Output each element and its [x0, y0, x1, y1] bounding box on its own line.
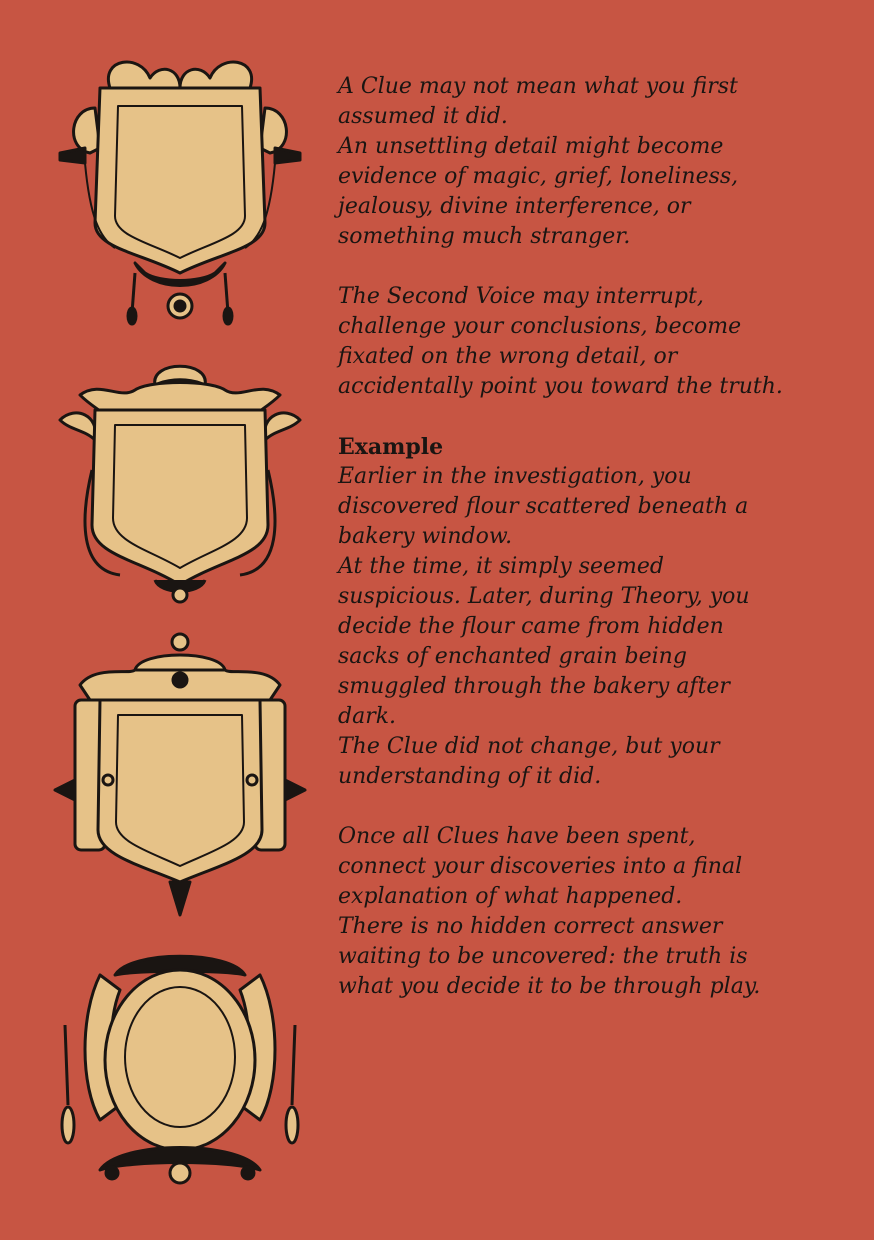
- paragraph-clue-meaning: A Clue may not mean what you first assumed it did. An unsettling detail might become evidence of magic, grief, loneliness, jealousy, divine interference, or something much stranger.: [338, 74, 739, 249]
- ornate-shield-frame-2: [40, 350, 320, 610]
- example-heading: Example: [338, 434, 444, 460]
- paragraph-final-explanation: Once all Clues have been spent, connect your discoveries into a final explanation of what happened. There is no hidden correct answer waiting to be uncovered: the truth is what you decide it to be through play.: [338, 824, 761, 999]
- ornate-shield-frame-1: [40, 48, 320, 328]
- body-text: [338, 72, 838, 1002]
- paragraph-example: Earlier in the investigation, you discovered flour scattered beneath a bakery window. At the time, it simply seemed suspicious. Later, during Theory, you decide the flour came from hidden sacks of enchanted grain being smuggled through the bakery after dark. The Clue did not change, but your understanding of it did.: [338, 464, 750, 789]
- paragraph-second-voice: The Second Voice may interrupt, challenge your conclusions, become fixated on the wrong detail, or accidentally point you toward the truth.: [338, 284, 783, 399]
- ornate-shield-frame-3: [40, 630, 320, 920]
- ornamental-frames-column: [40, 40, 320, 1200]
- ornate-oval-frame-4: [40, 945, 320, 1195]
